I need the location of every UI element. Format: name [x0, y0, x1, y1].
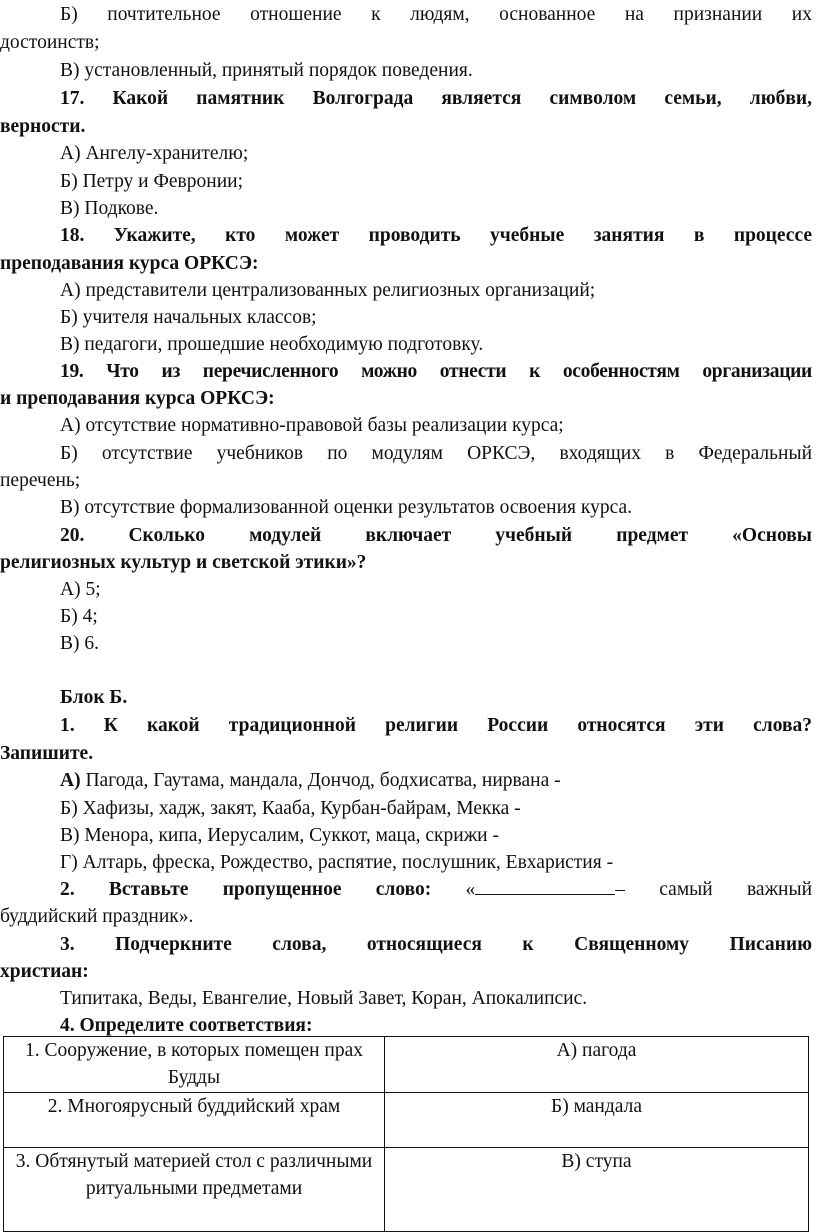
b1-option-d: Г) Алтарь, фреска, Рождество, распятие, послушник, Евхаристия -	[60, 852, 614, 873]
q18-option-a: А) представители централизованных религиозных организаций;	[60, 280, 596, 301]
b1-option-b: Б) Хафизы, хадж, закят, Кааба, Курбан-байрам, Мекка -	[60, 798, 521, 819]
table-row	[4, 1093, 809, 1148]
b1-title-line2: Запишите.	[0, 743, 94, 764]
q20-option-b: Б) 4;	[60, 606, 98, 627]
b3-title-line2: христиан:	[0, 961, 89, 982]
q18-title-line1: 18. Укажите, кто может проводить учебные занятия в процессе	[60, 225, 812, 246]
b3-word-list: Типитака, Веды, Евангелие, Новый Завет, Коран, Апокалипсис.	[60, 988, 588, 1009]
matching-table	[3, 1036, 809, 1232]
b1-option-a	[60, 767, 812, 794]
b2-rest: – самый важный	[615, 879, 813, 900]
table-cell-right: Б) мандала	[385, 1093, 809, 1148]
q20-title-line2: религиозных культур и светской этики»?	[0, 552, 367, 573]
q18-option-c: В) педагоги, прошедшие необходимую подготовку.	[60, 334, 484, 355]
table-cell-right: В) ступа	[385, 1148, 809, 1232]
b1-option-a-label: А)	[60, 770, 81, 791]
table-cell-left: 1. Сооружение, в которых помещен прах Будды	[4, 1037, 385, 1093]
table-row	[4, 1148, 809, 1232]
q16-option-b-line1: Б) почтительное отношение к людям, основанное на признании их	[60, 4, 812, 25]
table-cell-left: 2. Многоярусный буддийский храм	[4, 1093, 385, 1148]
q18-title-line2: преподавания курса ОРКСЭ:	[0, 253, 259, 274]
q20-option-a: А) 5;	[60, 579, 101, 600]
q20-title-line1: 20. Сколько модулей включает учебный предмет «Основы	[60, 525, 812, 546]
q17-title-line1: 17. Какой памятник Волгограда является символом семьи, любви,	[60, 88, 812, 109]
b2-open-quote: «	[431, 879, 476, 900]
b3-title-line1: 3. Подчеркните слова, относящиеся к Священному Писанию	[60, 934, 812, 955]
q19-option-b-line2: перечень;	[0, 470, 81, 491]
q19-option-b-line1: Б) отсутствие учебников по модулям ОРКСЭ, входящих в Федеральный	[60, 443, 812, 464]
q16-option-c: В) установленный, принятый порядок поведения.	[60, 60, 473, 81]
block-b-heading: Блок Б.	[60, 687, 128, 708]
table-cell-right: А) пагода	[385, 1037, 809, 1093]
q20-option-c: В) 6.	[60, 633, 99, 654]
q19-option-c: В) отсутствие формализованной оценки результатов освоения курса.	[60, 497, 633, 518]
b2-line1	[60, 876, 812, 903]
q18-option-b: Б) учителя начальных классов;	[60, 307, 317, 328]
table-cell-left: 3. Обтянутый материей стол с различными ритуальными предметами	[4, 1148, 385, 1232]
b4-title: 4. Определите соответствия:	[60, 1015, 313, 1036]
q16-option-b-line2: достоинств;	[0, 32, 100, 53]
b1-title-line1: 1. К какой традиционной религии России относятся эти слова?	[60, 715, 812, 736]
q17-title-line2: верности.	[0, 116, 86, 137]
b2-line2: буддийский праздник».	[0, 906, 194, 927]
b2-blank-field[interactable]	[475, 876, 615, 895]
q19-option-a: А) отсутствие нормативно-правовой базы реализации курса;	[60, 415, 564, 436]
q17-option-c: В) Подкове.	[60, 198, 159, 219]
q17-option-a: А) Ангелу-хранителю;	[60, 143, 249, 164]
q19-title-line1: 19. Что из перечисленного можно отнести к особенностям организации	[60, 361, 812, 382]
table-row	[4, 1037, 809, 1093]
q19-title-line2: и преподавания курса ОРКСЭ:	[0, 388, 275, 409]
b2-label: 2. Вставьте пропущенное слово:	[60, 879, 432, 900]
b1-option-a-text: Пагода, Гаутама, мандала, Дончод, бодхисатва, нирвана -	[80, 770, 561, 791]
q17-option-b: Б) Петру и Февронии;	[60, 171, 243, 192]
b1-option-c: В) Менора, кипа, Иерусалим, Суккот, маца, скрижи -	[60, 825, 499, 846]
